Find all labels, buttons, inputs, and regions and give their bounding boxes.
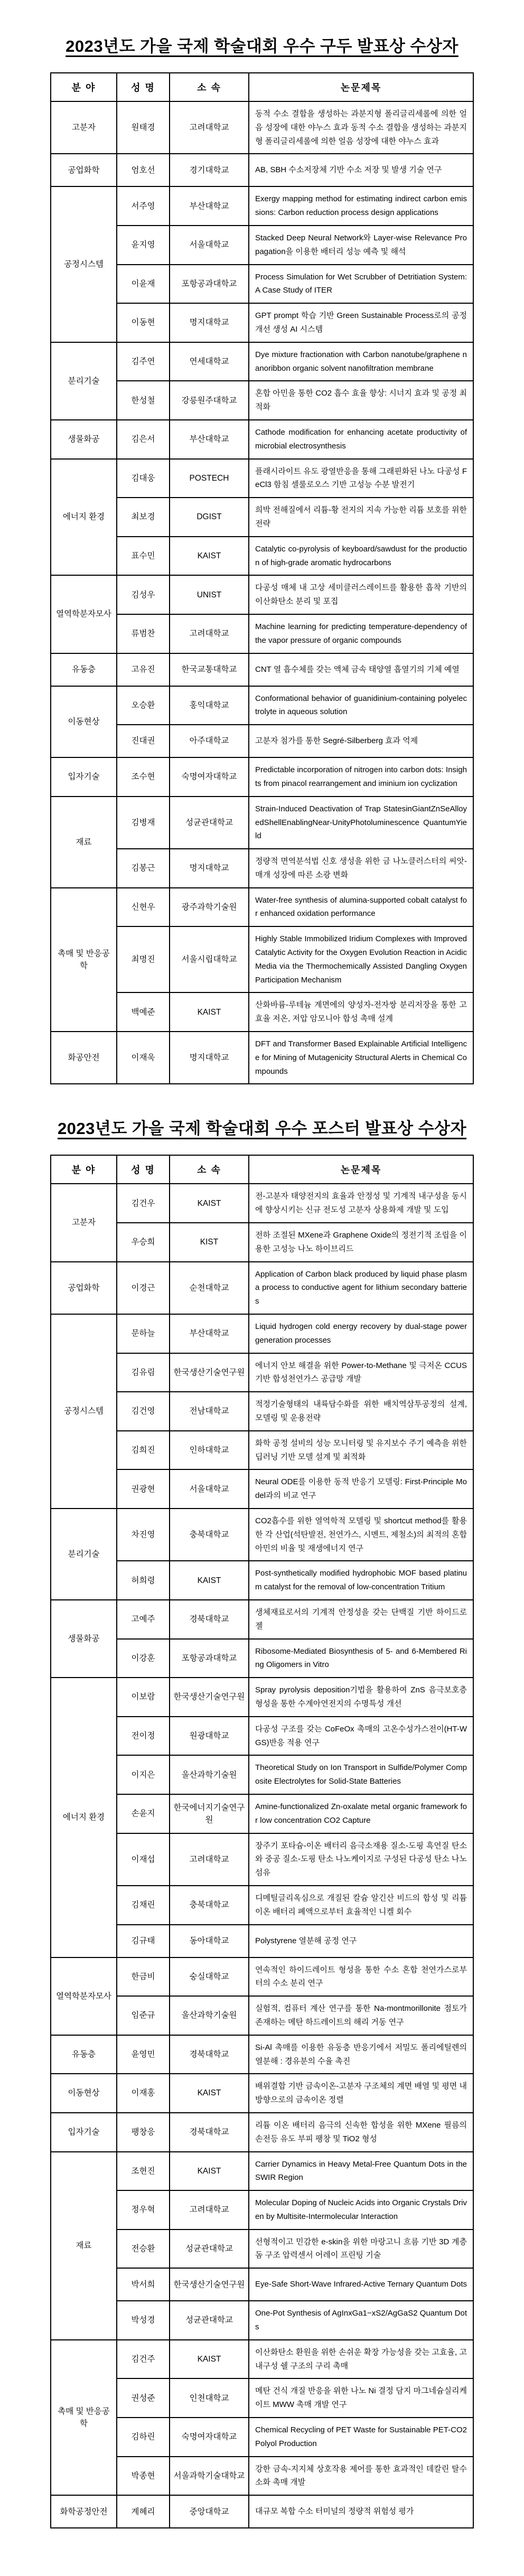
- table-row: [51, 1678, 473, 1717]
- winner-name-cell: 류범찬: [117, 614, 170, 653]
- affiliation-cell: 홍익대학교: [170, 686, 249, 725]
- winner-name-cell: 문하늘: [117, 1314, 170, 1353]
- winner-name-cell: 최보경: [117, 498, 170, 537]
- affiliation-cell: 고려대학교: [170, 1833, 249, 1886]
- affiliation-cell: 연세대학교: [170, 342, 249, 381]
- paper-title-cell: Ribosome-Mediated Biosynthesis of 5- and 6-Membered Ring Oligomers in Vitro: [249, 1639, 473, 1678]
- affiliation-cell: 아주대학교: [170, 725, 249, 757]
- winner-name-cell: 허희령: [117, 1561, 170, 1600]
- affiliation-cell: 성균관대학교: [170, 2230, 249, 2269]
- affiliation-cell: KAIST: [170, 2340, 249, 2379]
- paper-title-cell: 화학 공정 설비의 성능 모니터링 및 유지보수 주기 예측을 위한 딥러닝 기반 모델 설계 및 최적화: [249, 1431, 473, 1470]
- column-header-name: 성 명: [117, 1155, 170, 1184]
- affiliation-cell: 순천대학교: [170, 1262, 249, 1314]
- poster-award-table-body: [51, 1184, 473, 2528]
- paper-title-cell: Conformational behavior of guanidinium-containing polyelectrolyte in aqueous solution: [249, 686, 473, 725]
- affiliation-cell: 한국생산기술연구원: [170, 1678, 249, 1717]
- paper-title-cell: 적정기술형태의 내륙담수화를 위한 배치역삼투공정의 설계, 모델링 및 운용전략: [249, 1392, 473, 1431]
- affiliation-cell: 부산대학교: [170, 420, 249, 459]
- affiliation-cell: 서울대학교: [170, 1469, 249, 1509]
- paper-title-cell: 강한 금속-지지체 상호작용 제어를 통한 효과적인 데칼린 탈수소화 촉매 개발: [249, 2457, 473, 2496]
- paper-title-cell: 다공성 구조를 갖는 CoFeOx 촉매의 고온수성가스전이(HT-WGS)반응 적용 연구: [249, 1717, 473, 1756]
- paper-title-cell: CNT 열 흡수체를 갖는 액체 금속 태양열 흡열기의 기체 예열: [249, 653, 473, 686]
- affiliation-cell: 서울과학기술대학교: [170, 2457, 249, 2496]
- table-row: [51, 1600, 473, 1639]
- paper-title-cell: 장주기 포타슘-이온 배터리 음극소재용 질소-도핑 흑연질 탄소와 중공 질소-도핑 탄소 나노케이지로 구성된 다공성 탄소 나노섬유: [249, 1833, 473, 1886]
- oral-award-table: [50, 72, 474, 1084]
- table-row: [51, 757, 473, 797]
- oral-award-table-body: [51, 101, 473, 1084]
- paper-title-cell: Theoretical Study on Ion Transport in Sulfide/Polymer Composite Electrolytes for Solid-State Batteries: [249, 1755, 473, 1794]
- table-row: [51, 2340, 473, 2379]
- winner-name-cell: 김하린: [117, 2418, 170, 2457]
- affiliation-cell: DGIST: [170, 498, 249, 537]
- field-cell: 공업화학: [51, 154, 117, 186]
- paper-title-cell: Polystyrene 열분해 공정 연구: [249, 1925, 473, 1957]
- field-cell: 공업화학: [51, 1262, 117, 1314]
- paper-title-cell: Stacked Deep Neural Network와 Layer-wise Relevance Propagation을 이용한 배터리 성능 예측 및 해석: [249, 226, 473, 265]
- affiliation-cell: 강릉원주대학교: [170, 381, 249, 420]
- winner-name-cell: 이보람: [117, 1678, 170, 1717]
- winner-name-cell: 윤지영: [117, 226, 170, 265]
- table-row: [51, 1032, 473, 1084]
- affiliation-cell: 경북대학교: [170, 2035, 249, 2074]
- field-cell: 재료: [51, 797, 117, 888]
- paper-title-cell: 생체재료로서의 기계적 안정성을 갖는 단백질 기반 하이드로젤: [249, 1600, 473, 1639]
- affiliation-cell: 충북대학교: [170, 1509, 249, 1561]
- winner-name-cell: 이재욱: [117, 1032, 170, 1084]
- field-cell: 고분자: [51, 101, 117, 154]
- paper-title-cell: 대규모 복합 수소 터미널의 정량적 위험성 평가: [249, 2495, 473, 2528]
- paper-title-cell: Eye-Safe Short-Wave Infrared-Active Ternary Quantum Dots: [249, 2268, 473, 2301]
- paper-title-cell: Catalytic co-pyrolysis of keyboard/sawdust for the production of high-grade aromatic hydrocarbons: [249, 537, 473, 576]
- winner-name-cell: 진대권: [117, 725, 170, 757]
- table-row: [51, 1262, 473, 1314]
- table-row: [51, 420, 473, 459]
- table-row: [51, 797, 473, 849]
- affiliation-cell: 명지대학교: [170, 1032, 249, 1084]
- paper-title-cell: 리튬 이온 배터리 음극의 신속한 합성을 위한 MXene 필름의 손전등 유도 부피 팽창 및 TiO2 형성: [249, 2113, 473, 2152]
- field-cell: 분리기술: [51, 1509, 117, 1600]
- table-row: [51, 459, 473, 498]
- oral-award-section: [0, 0, 524, 1084]
- column-header-paper-title: 논문제목: [249, 1155, 473, 1184]
- paper-title-cell: CO2흡수를 위한 열역학적 모델링 및 shortcut method를 활용한 각 산업(석탄발전, 천연가스, 시멘트, 제철소)의 최적의 혼합 아민의 비율 및 재생에너지 연구: [249, 1509, 473, 1561]
- winner-name-cell: 신현우: [117, 888, 170, 927]
- affiliation-cell: 포항공과대학교: [170, 265, 249, 304]
- field-cell: 에너지 환경: [51, 459, 117, 576]
- table-row: [51, 1957, 473, 1997]
- affiliation-cell: 한국생산기술연구원: [170, 1353, 249, 1392]
- table-row: [51, 186, 473, 226]
- paper-title-cell: 정량적 면역분석법 신호 생성을 위한 금 나노클러스터의 씨앗-매개 성장에 따른 소광 변화: [249, 849, 473, 888]
- poster-award-title: 2023년도 가을 국제 학술대회 우수 포스터 발표상 수상자: [57, 1119, 467, 1138]
- column-header-name: 성 명: [117, 73, 170, 101]
- paper-title-cell: Dye mixture fractionation with Carbon nanotube/graphene nanoribbon organic solvent nanofiltration membrane: [249, 342, 473, 381]
- field-cell: 분리기술: [51, 342, 117, 420]
- affiliation-cell: KAIST: [170, 537, 249, 576]
- affiliation-cell: 경북대학교: [170, 1600, 249, 1639]
- field-cell: 공정시스템: [51, 1314, 117, 1509]
- paper-title-cell: Spray pyrolysis deposition기법을 활용하여 ZnS 음극보호층 형성을 통한 수계아연전지의 수명특성 개선: [249, 1678, 473, 1717]
- affiliation-cell: 숙명여자대학교: [170, 2418, 249, 2457]
- affiliation-cell: KAIST: [170, 2152, 249, 2191]
- winner-name-cell: 엄호선: [117, 154, 170, 186]
- paper-title-cell: Amine-functionalized Zn-oxalate metal organic framework for low concentration CO2 Capture: [249, 1794, 473, 1833]
- affiliation-cell: 동아대학교: [170, 1925, 249, 1957]
- winner-name-cell: 김규태: [117, 1925, 170, 1957]
- field-cell: 재료: [51, 2152, 117, 2340]
- field-cell: 입자기술: [51, 757, 117, 797]
- paper-title-cell: 플래시라이트 유도 광열반응을 통해 그래핀화된 나노 다공성 FeCl3 함침 셀룰로오스 기반 고성능 수분 발전기: [249, 459, 473, 498]
- paper-title-cell: 혼합 아민을 통한 CO2 흡수 효율 향상: 시너지 효과 및 공정 최적화: [249, 381, 473, 420]
- winner-name-cell: 박서희: [117, 2268, 170, 2301]
- table-row: [51, 575, 473, 614]
- affiliation-cell: 충북대학교: [170, 1886, 249, 1925]
- paper-title-cell: 배위결합 기반 금속이온-고분자 구조체의 계면 배열 및 평면 내 방향으로의 금속이온 정렬: [249, 2074, 473, 2113]
- affiliation-cell: UNIST: [170, 575, 249, 614]
- paper-title-cell: Application of Carbon black produced by liquid phase plasma process to conductive agent for lithium secondary batteries: [249, 1262, 473, 1314]
- affiliation-cell: 인천대학교: [170, 2378, 249, 2418]
- winner-name-cell: 서주영: [117, 186, 170, 226]
- field-cell: 이동현상: [51, 2074, 117, 2113]
- winner-name-cell: 김건주: [117, 2340, 170, 2379]
- winner-name-cell: 김건우: [117, 1184, 170, 1223]
- affiliation-cell: 경북대학교: [170, 2113, 249, 2152]
- paper-title-cell: 이산화탄소 환원을 위한 손쉬운 확장 가능성을 갖는 고효율, 고내구성 쉘 구조의 구리 촉매: [249, 2340, 473, 2379]
- winner-name-cell: 고예주: [117, 1600, 170, 1639]
- affiliation-cell: KIST: [170, 1223, 249, 1262]
- field-cell: 유동층: [51, 653, 117, 686]
- winner-name-cell: 고유진: [117, 653, 170, 686]
- winner-name-cell: 권성준: [117, 2378, 170, 2418]
- affiliation-cell: 울산과학기술원: [170, 1996, 249, 2035]
- paper-title-cell: 다공성 매체 내 고상 세미클러스레이트를 활용한 흡착 기반의 이산화탄소 분리 및 포집: [249, 575, 473, 614]
- affiliation-cell: 고려대학교: [170, 2190, 249, 2230]
- field-cell: 생물화공: [51, 420, 117, 459]
- winner-name-cell: 차진영: [117, 1509, 170, 1561]
- paper-title-cell: Highly Stable Immobilized Iridium Complexes with Improved Catalytic Activity for the Oxygen Evolution Reaction in Acidic Media via the Thermochemically Assisted Dangling Oxygen Participation Mechanism: [249, 926, 473, 992]
- header-row: [51, 73, 473, 101]
- affiliation-cell: 포항공과대학교: [170, 1639, 249, 1678]
- field-cell: 화공안전: [51, 1032, 117, 1084]
- winner-name-cell: 이재섭: [117, 1833, 170, 1886]
- paper-title-cell: Post-synthetically modified hydrophobic MOF based platinum catalyst for the removal of low-concentration Tritium: [249, 1561, 473, 1600]
- paper-title-cell: One-Pot Synthesis of AgInxGa1−xS2/AgGaS2 Quantum Dots: [249, 2301, 473, 2340]
- paper-title-cell: Si-Al 촉매를 이용한 유동층 반응기에서 저밀도 폴리에틸렌의 열분해 : 경유분의 수율 촉진: [249, 2035, 473, 2074]
- field-cell: 열역학분자모사: [51, 1957, 117, 2035]
- winner-name-cell: 팽창응: [117, 2113, 170, 2152]
- winner-name-cell: 손윤지: [117, 1794, 170, 1833]
- winner-name-cell: 정우혁: [117, 2190, 170, 2230]
- column-header-paper-title: 논문제목: [249, 73, 473, 101]
- column-header-affiliation: 소 속: [170, 1155, 249, 1184]
- affiliation-cell: 광주과학기술원: [170, 888, 249, 927]
- affiliation-cell: 고려대학교: [170, 101, 249, 154]
- affiliation-cell: 서울대학교: [170, 226, 249, 265]
- affiliation-cell: 명지대학교: [170, 303, 249, 342]
- paper-title-cell: 희박 전해질에서 리튬-황 전지의 지속 가능한 리튬 보호를 위한 전략: [249, 498, 473, 537]
- paper-title-cell: 연속적인 하이드레이트 형성을 통한 수소 혼합 천연가스로부터의 수소 분리 연구: [249, 1957, 473, 1997]
- winner-name-cell: 오승환: [117, 686, 170, 725]
- winner-name-cell: 전이정: [117, 1717, 170, 1756]
- paper-title-cell: Exergy mapping method for estimating indirect carbon emissions: Carbon reduction process design applications: [249, 186, 473, 226]
- table-row: [51, 888, 473, 927]
- winner-name-cell: 김주연: [117, 342, 170, 381]
- winner-name-cell: 김건영: [117, 1392, 170, 1431]
- affiliation-cell: 원광대학교: [170, 1717, 249, 1756]
- table-row: [51, 342, 473, 381]
- table-row: [51, 2113, 473, 2152]
- header-row: [51, 1155, 473, 1184]
- winner-name-cell: 이동현: [117, 303, 170, 342]
- paper-title-cell: 디메틸글리옥심으로 개질된 칼슘 알긴산 비드의 합성 및 리튬 이온 배터리 폐액으로부터 효율적인 니켈 회수: [249, 1886, 473, 1925]
- paper-title-cell: 에너지 안보 해결을 위한 Power-to-Methane 및 극저온 CCUS 기반 합성천연가스 공급망 개발: [249, 1353, 473, 1392]
- affiliation-cell: 부산대학교: [170, 1314, 249, 1353]
- paper-title-cell: 고분자 첨가를 통한 Segré-Silberberg 효과 억제: [249, 725, 473, 757]
- affiliation-cell: 울산과학기술원: [170, 1755, 249, 1794]
- field-cell: 촉매 및 반응공학: [51, 2340, 117, 2495]
- paper-title-cell: 선형적이고 민감한 e-skin을 위한 마랑고니 흐름 기반 3D 계층돔 구조 압력센서 어레이 프린팅 기술: [249, 2230, 473, 2269]
- winner-name-cell: 윤영민: [117, 2035, 170, 2074]
- winner-name-cell: 이경근: [117, 1262, 170, 1314]
- paper-title-cell: Water-free synthesis of alumina-supported cobalt catalyst for enhanced oxidation performance: [249, 888, 473, 927]
- paper-title-cell: Molecular Doping of Nucleic Acids into Organic Crystals Driven by Multisite-Intermolecular Interaction: [249, 2190, 473, 2230]
- winner-name-cell: 전승환: [117, 2230, 170, 2269]
- winner-name-cell: 임준규: [117, 1996, 170, 2035]
- affiliation-cell: 성균관대학교: [170, 797, 249, 849]
- winner-name-cell: 이윤재: [117, 265, 170, 304]
- winner-name-cell: 조현진: [117, 2152, 170, 2191]
- affiliation-cell: 중앙대학교: [170, 2495, 249, 2528]
- table-row: [51, 1184, 473, 1223]
- field-cell: 공정시스템: [51, 186, 117, 342]
- paper-title-cell: Strain-Induced Deactivation of Trap StatesinGiantZnSeAlloyedShellEnablingNear-UnityPhotoluminescence QuantumYield: [249, 797, 473, 849]
- affiliation-cell: 명지대학교: [170, 849, 249, 888]
- winner-name-cell: 권광현: [117, 1469, 170, 1509]
- oral-award-title: 2023년도 가을 국제 학술대회 우수 구두 발표상 수상자: [66, 37, 458, 55]
- field-cell: 이동현상: [51, 686, 117, 758]
- affiliation-cell: KAIST: [170, 2074, 249, 2113]
- paper-title-cell: 산화바륨-루테늄 계면에의 양성자-전자쌍 분리저장을 통한 고효율 저온, 저압 암모니아 합성 촉매 설계: [249, 992, 473, 1032]
- affiliation-cell: KAIST: [170, 1184, 249, 1223]
- poster-award-section: [0, 1084, 524, 2528]
- winner-name-cell: 백예준: [117, 992, 170, 1032]
- winner-name-cell: 우승희: [117, 1223, 170, 1262]
- winner-name-cell: 김희진: [117, 1431, 170, 1470]
- paper-title-cell: GPT prompt 학습 기반 Green Sustainable Process로의 공정 개선 생성 AI 시스템: [249, 303, 473, 342]
- field-cell: 열역학분자모사: [51, 575, 117, 653]
- table-row: [51, 1509, 473, 1561]
- paper-title-cell: 메탄 건식 개질 반응을 위한 나노 Ni 결정 담지 마그네슘실리케이트 MWW 촉매 개발 연구: [249, 2378, 473, 2418]
- table-row: [51, 154, 473, 186]
- affiliation-cell: 고려대학교: [170, 614, 249, 653]
- winner-name-cell: 박종현: [117, 2457, 170, 2496]
- winner-name-cell: 이재홍: [117, 2074, 170, 2113]
- affiliation-cell: 경기대학교: [170, 154, 249, 186]
- affiliation-cell: 한국교통대학교: [170, 653, 249, 686]
- affiliation-cell: 성균관대학교: [170, 2301, 249, 2340]
- winner-name-cell: 최명진: [117, 926, 170, 992]
- table-row: [51, 686, 473, 725]
- winner-name-cell: 한성철: [117, 381, 170, 420]
- affiliation-cell: 숙명여자대학교: [170, 757, 249, 797]
- table-row: [51, 2074, 473, 2113]
- field-cell: 화학공정안전: [51, 2495, 117, 2528]
- column-header-field: 분 야: [51, 73, 117, 101]
- affiliation-cell: KAIST: [170, 1561, 249, 1600]
- winner-name-cell: 원태경: [117, 101, 170, 154]
- affiliation-cell: 전남대학교: [170, 1392, 249, 1431]
- affiliation-cell: 부산대학교: [170, 186, 249, 226]
- paper-title-cell: Cathode modification for enhancing acetate productivity of microbial electrosynthesis: [249, 420, 473, 459]
- field-cell: 에너지 환경: [51, 1678, 117, 1957]
- paper-title-cell: Chemical Recycling of PET Waste for Sustainable PET-CO2 Polyol Production: [249, 2418, 473, 2457]
- winner-name-cell: 조수현: [117, 757, 170, 797]
- table-row: [51, 653, 473, 686]
- winner-name-cell: 김대웅: [117, 459, 170, 498]
- poster-award-table: [50, 1155, 474, 2528]
- field-cell: 유동층: [51, 2035, 117, 2074]
- winner-name-cell: 박성경: [117, 2301, 170, 2340]
- affiliation-cell: 숭실대학교: [170, 1957, 249, 1997]
- table-row: [51, 1314, 473, 1353]
- winner-name-cell: 김채린: [117, 1886, 170, 1925]
- affiliation-cell: POSTECH: [170, 459, 249, 498]
- field-cell: 입자기술: [51, 2113, 117, 2152]
- winner-name-cell: 표수민: [117, 537, 170, 576]
- table-row: [51, 2035, 473, 2074]
- winner-name-cell: 김유림: [117, 1353, 170, 1392]
- column-header-affiliation: 소 속: [170, 73, 249, 101]
- winner-name-cell: 김병재: [117, 797, 170, 849]
- paper-title-cell: Process Simulation for Wet Scrubber of Detritiation System: A Case Study of ITER: [249, 265, 473, 304]
- table-row: [51, 101, 473, 154]
- winner-name-cell: 김은서: [117, 420, 170, 459]
- winner-name-cell: 한금비: [117, 1957, 170, 1997]
- winner-name-cell: 김봉근: [117, 849, 170, 888]
- affiliation-cell: 서울시립대학교: [170, 926, 249, 992]
- paper-title-cell: Neural ODE를 이용한 동적 반응기 모델링: First-Principle Model과의 비교 연구: [249, 1469, 473, 1509]
- paper-title-cell: DFT and Transformer Based Explainable Artificial Intelligence for Mining of Mutagenicity Structural Alerts in Chemical Compounds: [249, 1032, 473, 1084]
- paper-title-cell: 전하 조절된 MXene과 Graphene Oxide의 정전기적 조립을 이용한 고성능 나노 하이브리드: [249, 1223, 473, 1262]
- winner-name-cell: 김성우: [117, 575, 170, 614]
- paper-title-cell: AB, SBH 수소저장체 기반 수소 저장 및 발생 기술 연구: [249, 154, 473, 186]
- field-cell: 촉매 및 반응공학: [51, 888, 117, 1032]
- paper-title-cell: Liquid hydrogen cold energy recovery by dual-stage power generation processes: [249, 1314, 473, 1353]
- paper-title-cell: 동적 수소 결합을 생성하는 과분지형 폴리글리세롤에 의한 얼음 성장에 대한 야누스 효과 동적 수소 결합을 생성하는 과분지형 폴리글리세롤에 의한 얼음 성장에 대한 야누스 효과: [249, 101, 473, 154]
- winner-name-cell: 이지은: [117, 1755, 170, 1794]
- field-cell: 생물화공: [51, 1600, 117, 1678]
- paper-title-cell: 전-고분자 태양전지의 효율과 안정성 및 기계적 내구성을 동시에 향상시키는 신규 전도성 고분자 상용화제 개발 및 도입: [249, 1184, 473, 1223]
- affiliation-cell: 한국에너지기술연구원: [170, 1794, 249, 1833]
- affiliation-cell: 한국생산기술연구원: [170, 2268, 249, 2301]
- winner-name-cell: 계혜리: [117, 2495, 170, 2528]
- winner-name-cell: 이강훈: [117, 1639, 170, 1678]
- affiliation-cell: 인하대학교: [170, 1431, 249, 1470]
- column-header-field: 분 야: [51, 1155, 117, 1184]
- table-row: [51, 2495, 473, 2528]
- paper-title-cell: Predictable incorporation of nitrogen into carbon dots: Insights from pinacol rearrangement and iminium ion cyclization: [249, 757, 473, 797]
- paper-title-cell: 실험적, 컴퓨터 계산 연구를 통한 Na-montmorillonite 점토가 존재하는 메탄 하드레이트의 해리 거동 연구: [249, 1996, 473, 2035]
- paper-title-cell: Carrier Dynamics in Heavy Metal-Free Quantum Dots in the SWIR Region: [249, 2152, 473, 2191]
- table-row: [51, 2152, 473, 2191]
- field-cell: 고분자: [51, 1184, 117, 1261]
- paper-title-cell: Machine learning for predicting temperature-dependency of the vapor pressure of organic compounds: [249, 614, 473, 653]
- affiliation-cell: KAIST: [170, 992, 249, 1032]
